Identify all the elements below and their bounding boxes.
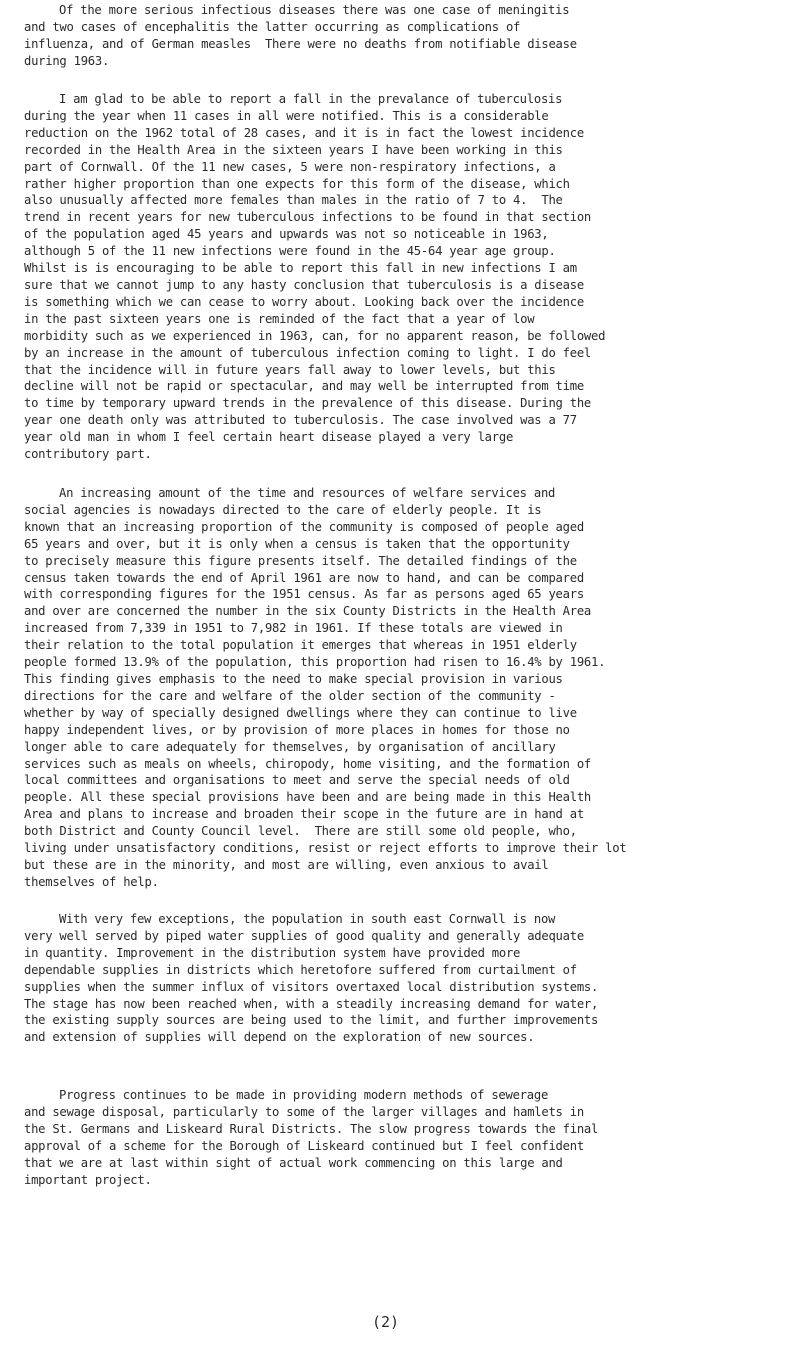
- text-line: although 5 of the 11 new infections were found in the 45-64 year age group.: [24, 244, 556, 259]
- text-line: that the incidence will in future years fall away to lower levels, but this: [24, 362, 556, 377]
- text-line: services such as meals on wheels, chiropody, home visiting, and the formation of: [24, 756, 591, 771]
- text-line: dependable supplies in districts which heretofore suffered from curtailment of: [24, 962, 577, 977]
- text-line: during the year when 11 cases in all were notified. This is a considerable: [24, 108, 549, 123]
- text-line: and over are concerned the number in the six County Districts in the Health Area: [24, 604, 591, 619]
- text-line: part of Cornwall. Of the 11 new cases, 5 were non-respiratory infections, a: [24, 159, 556, 174]
- text-line: year one death only was attributed to tuberculosis. The case involved was a 77: [24, 413, 577, 428]
- text-line: rather higher proportion than one expects for this form of the disease, which: [24, 176, 570, 191]
- text-line: to precisely measure this figure presents itself. The detailed findings of the: [24, 553, 577, 568]
- text-line: This finding gives emphasis to the need to make special provision in various: [24, 671, 563, 686]
- text-line: recorded in the Health Area in the sixteen years I have been working in this: [24, 142, 563, 157]
- text-line: but these are in the minority, and most are willing, even anxious to avail: [24, 857, 549, 872]
- text-line: census taken towards the end of April 1961 are now to hand, and can be compared: [24, 570, 584, 585]
- text-line: happy independent lives, or by provision of more places in homes for those no: [24, 722, 570, 737]
- text-line: Progress continues to be made in providing modern methods of sewerage: [59, 1088, 549, 1102]
- paragraph-sewerage: [24, 1087, 794, 1188]
- text-line: The stage has now been reached when, with a steadily increasing demand for water,: [24, 996, 599, 1011]
- text-line: decline will not be rapid or spectacular, and may well be interrupted from time: [24, 379, 584, 394]
- paragraph-water-supplies: [24, 911, 794, 1046]
- text-line: with corresponding figures for the 1951 census. As far as persons aged 65 years: [24, 587, 584, 602]
- text-line: and two cases of encephalitis the latter occurring as complications of: [24, 19, 521, 34]
- text-line: morbidity such as we experienced in 1963, can, for no apparent reason, be followed: [24, 328, 606, 343]
- page-number: (2): [372, 1313, 400, 1331]
- text-line: the existing supply sources are being used to the limit, and further improvements: [24, 1013, 599, 1028]
- text-line: themselves of help.: [24, 874, 159, 889]
- text-line: whether by way of specially designed dwellings where they can continue to live: [24, 705, 577, 720]
- text-line: of the population aged 45 years and upwards was not so noticeable in 1963,: [24, 227, 549, 242]
- text-line: 65 years and over, but it is only when a census is taken that the opportunity: [24, 536, 570, 551]
- document-page: [24, 0, 794, 1354]
- text-line: An increasing amount of the time and resources of welfare services and: [59, 486, 556, 500]
- text-line: trend in recent years for new tuberculous infections to be found in that section: [24, 210, 591, 225]
- text-line: year old man in whom I feel certain heart disease played a very large: [24, 430, 514, 445]
- text-line: that we are at last within sight of actual work commencing on this large and: [24, 1155, 563, 1170]
- text-line: in quantity. Improvement in the distribution system have provided more: [24, 945, 521, 960]
- text-line: people formed 13.9% of the population, this proportion had risen to 16.4% by 1961.: [24, 655, 606, 670]
- text-line: living under unsatisfactory conditions, resist or reject efforts to improve their lot: [24, 841, 627, 856]
- text-line: and extension of supplies will depend on the exploration of new sources.: [24, 1030, 535, 1045]
- text-line: influenza, and of German measles There were no deaths from notifiable disease: [24, 36, 577, 51]
- text-line: people. All these special provisions have been and are being made in this Health: [24, 790, 591, 805]
- text-line: both District and County Council level. There are still some old people, who,: [24, 824, 577, 839]
- text-line: reduction on the 1962 total of 28 cases, and it is in fact the lowest incidence: [24, 125, 584, 140]
- text-line: very well served by piped water supplies of good quality and generally adequate: [24, 928, 584, 943]
- text-line: Area and plans to increase and broaden their scope in the future are in hand at: [24, 807, 584, 822]
- text-line: social agencies is nowadays directed to the care of elderly people. It is: [24, 502, 542, 517]
- text-line: directions for the care and welfare of the older section of the community -: [24, 688, 556, 703]
- text-line: in the past sixteen years one is reminded of the fact that a year of low: [24, 311, 535, 326]
- text-line: also unusually affected more females than males in the ratio of 7 to 4. The: [24, 193, 563, 208]
- paragraph-elderly-welfare: [24, 485, 794, 891]
- text-line: Of the more serious infectious diseases there was one case of meningitis: [59, 3, 570, 17]
- text-line: to time by temporary upward trends in the prevalence of this disease. During the: [24, 396, 591, 411]
- text-line: supplies when the summer influx of visitors overtaxed local distribution systems.: [24, 979, 599, 994]
- text-line: during 1963.: [24, 53, 110, 68]
- text-line: increased from 7,339 in 1951 to 7,982 in 1961. If these totals are viewed in: [24, 621, 563, 636]
- text-line: is something which we can cease to worry about. Looking back over the incidence: [24, 294, 584, 309]
- text-line: sure that we cannot jump to any hasty conclusion that tuberculosis is a disease: [24, 277, 584, 292]
- text-line: I am glad to be able to report a fall in the prevalance of tuberculosis: [59, 92, 563, 106]
- text-line: by an increase in the amount of tuberculous infection coming to light. I do feel: [24, 345, 591, 360]
- text-line: important project.: [24, 1172, 152, 1187]
- text-line: contributory part.: [24, 447, 152, 462]
- text-line: local committees and organisations to meet and serve the special needs of old: [24, 773, 570, 788]
- text-line: and sewage disposal, particularly to some of the larger villages and hamlets in: [24, 1104, 584, 1119]
- text-line: longer able to care adequately for themselves, by organisation of ancillary: [24, 739, 556, 754]
- text-line: their relation to the total population it emerges that whereas in 1951 elderly: [24, 638, 577, 653]
- text-line: With very few exceptions, the population in south east Cornwall is now: [59, 912, 556, 926]
- text-line: the St. Germans and Liskeard Rural Districts. The slow progress towards the final: [24, 1121, 599, 1136]
- text-line: known that an increasing proportion of the community is composed of people aged: [24, 519, 584, 534]
- paragraph-tuberculosis: [24, 91, 794, 463]
- text-line: approval of a scheme for the Borough of Liskeard continued but I feel confident: [24, 1138, 584, 1153]
- paragraph-infectious-diseases: [24, 2, 794, 70]
- text-line: Whilst is is encouraging to be able to report this fall in new infections I am: [24, 261, 577, 276]
